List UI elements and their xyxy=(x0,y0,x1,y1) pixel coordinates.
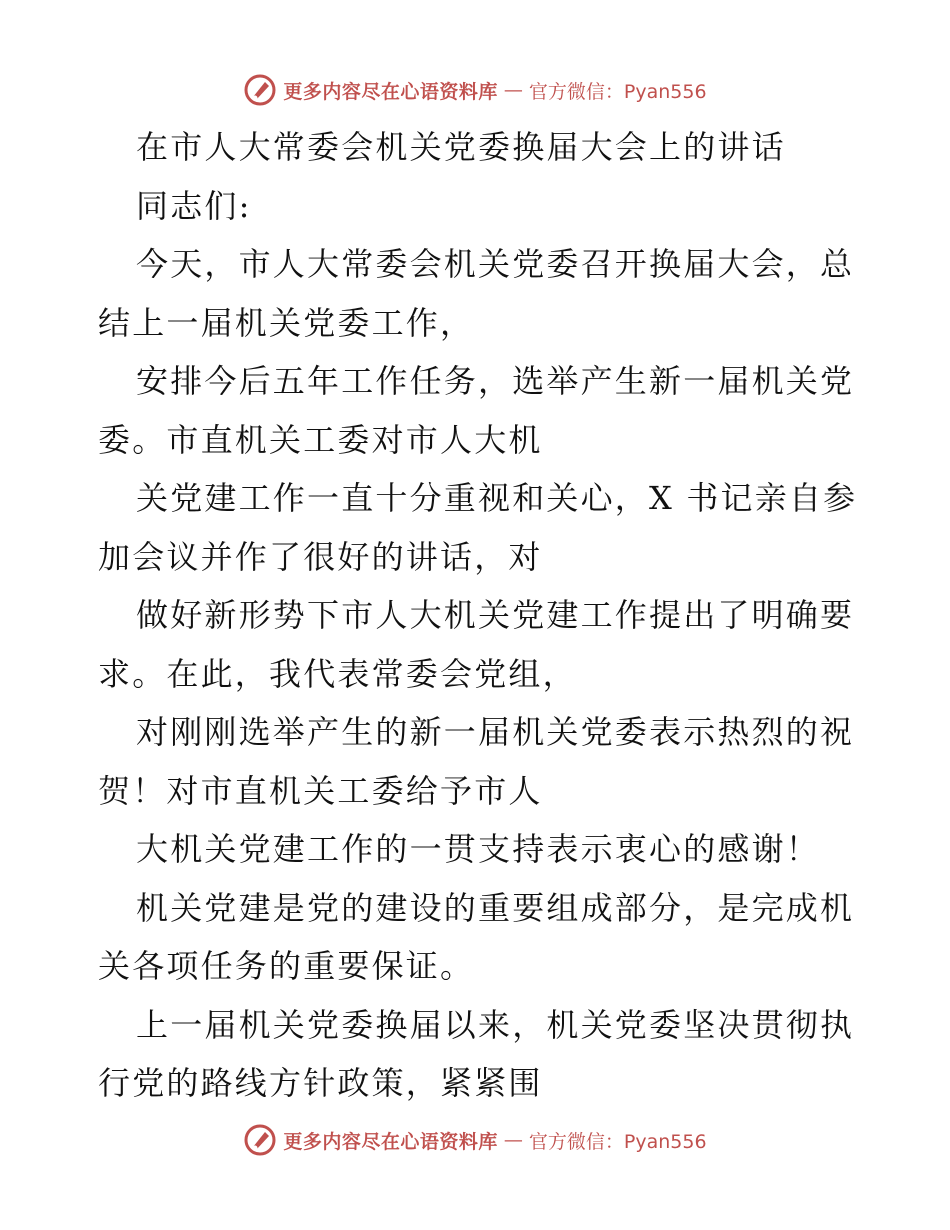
text-line: 加会议并作了很好的讲话，对 xyxy=(98,537,543,576)
watermark-dash: — xyxy=(503,79,523,101)
text-line: 委。市直机关工委对市人大机 xyxy=(98,420,543,459)
text-line: 结上一届机关党委工作， xyxy=(98,303,475,342)
text-line: 上一届机关党委换届以来，机关党委坚决贯彻执 xyxy=(136,1005,855,1044)
document-body xyxy=(98,118,858,1113)
text-line: 大机关党建工作的一贯支持表示衷心的感谢！ xyxy=(136,830,821,868)
watermark-brand-text: 更多内容尽在心语资料库 xyxy=(283,1130,498,1153)
text-line: 安排今后五年工作任务，选举产生新一届机关党 xyxy=(136,362,855,400)
text-line: 机关党建是党的建设的重要组成部分，是完成机 xyxy=(136,888,855,927)
header-watermark xyxy=(0,70,950,110)
watermark-wechat-text: 官方微信：Pyan556 xyxy=(528,1130,707,1153)
pen-nib-logo-icon xyxy=(243,1123,277,1157)
text-line: 关党建工作一直十分重视和关心，X 书记亲自参 xyxy=(136,479,858,517)
watermark-wechat-text: 官方微信：Pyan556 xyxy=(528,80,707,103)
text-line: 今天，市人大常委会机关党委召开换届大会，总 xyxy=(136,245,855,283)
text-line: 做好新形势下市人大机关党建工作提出了明确要 xyxy=(136,596,855,634)
text-line: 对刚刚选举产生的新一届机关党委表示热烈的祝 xyxy=(136,713,855,751)
document-title: 在市人大常委会机关党委换届大会上的讲话 xyxy=(136,128,786,166)
watermark-dash: — xyxy=(503,1129,523,1151)
watermark-brand-text: 更多内容尽在心语资料库 xyxy=(283,80,498,103)
pen-nib-logo-icon xyxy=(243,73,277,107)
text-line: 行党的路线方针政策，紧紧围 xyxy=(98,1064,543,1102)
text-line: 关各项任务的重要保证。 xyxy=(98,947,475,985)
salutation: 同志们: xyxy=(136,186,252,225)
text-line: 求。在此，我代表常委会党组， xyxy=(98,654,577,693)
text-line: 贺！对市直机关工委给予市人 xyxy=(98,771,543,810)
footer-watermark xyxy=(0,1120,950,1160)
